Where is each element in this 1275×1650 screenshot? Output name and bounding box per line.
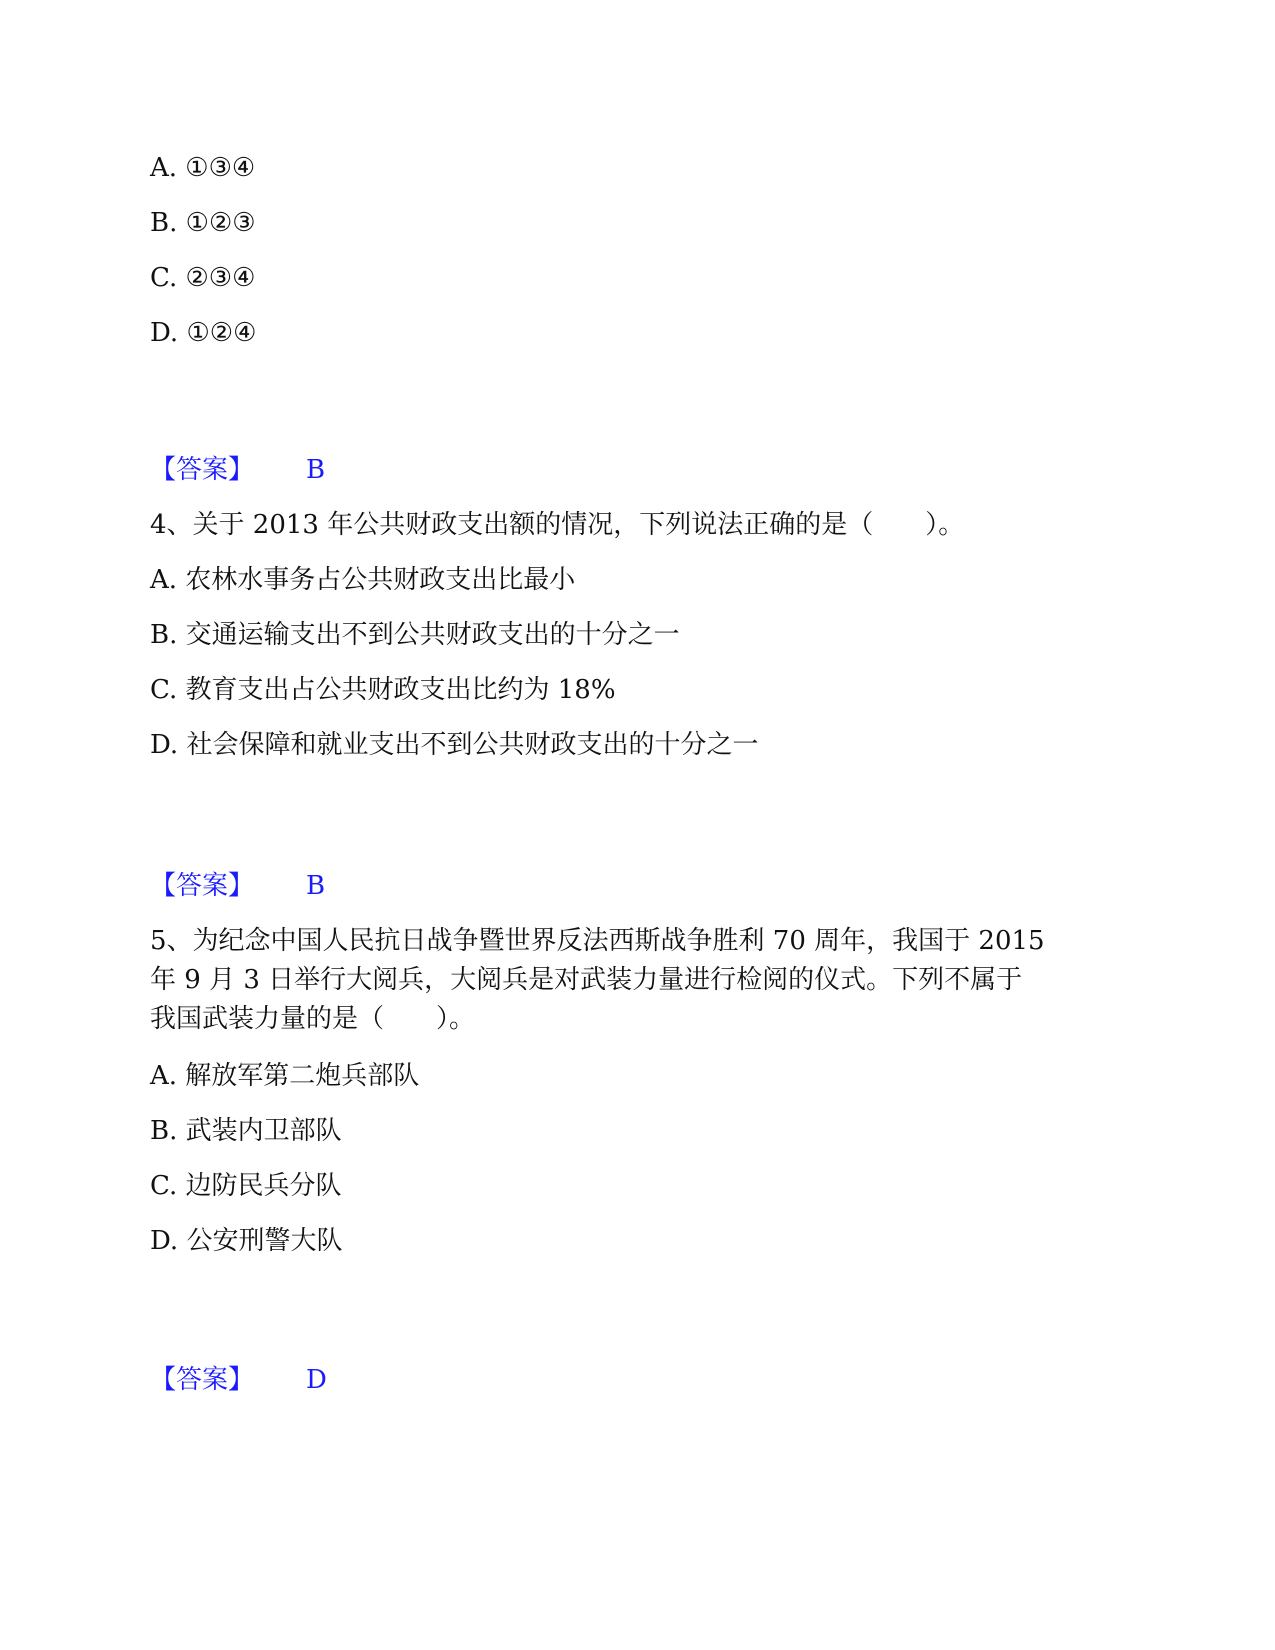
q3-option-d: D. ①②④ <box>150 318 257 348</box>
q5-option-b: B. 武装内卫部队 <box>150 1116 342 1146</box>
q4-option-a: A. 农林水事务占公共财政支出比最小 <box>150 565 576 595</box>
q4-answer-label: 【答案】 <box>150 871 255 901</box>
q5-answer-label: 【答案】 <box>150 1365 255 1395</box>
q5-stem-line-3: 我国武装力量的是（ ）。 <box>150 1004 476 1034</box>
q5-stem-line-2: 年 9 月 3 日举行大阅兵，大阅兵是对武装力量进行检阅的仪式。下列不属于 <box>150 965 1023 995</box>
q5-option-d: D. 公安刑警大队 <box>150 1226 343 1256</box>
q4-option-d: D. 社会保障和就业支出不到公共财政支出的十分之一 <box>150 730 759 760</box>
q5-stem-line-1: 5、为纪念中国人民抗日战争暨世界反法西斯战争胜利 70 周年，我国于 2015 <box>150 926 1045 956</box>
q3-option-b: B. ①②③ <box>150 208 256 238</box>
q4-answer-value: B <box>306 871 326 901</box>
q4-option-b: B. 交通运输支出不到公共财政支出的十分之一 <box>150 620 680 650</box>
q5-answer-value: D <box>306 1365 327 1395</box>
q4-option-c: C. 教育支出占公共财政支出比约为 18% <box>150 675 616 705</box>
q3-option-c: C. ②③④ <box>150 263 256 293</box>
q3-option-a: A. ①③④ <box>150 153 256 183</box>
q5-option-c: C. 边防民兵分队 <box>150 1171 342 1201</box>
q3-answer-value: B <box>306 455 326 485</box>
q3-answer-label: 【答案】 <box>150 455 255 485</box>
q5-option-a: A. 解放军第二炮兵部队 <box>150 1061 420 1091</box>
q4-stem: 4、关于 2013 年公共财政支出额的情况，下列说法正确的是（ ）。 <box>150 510 965 540</box>
